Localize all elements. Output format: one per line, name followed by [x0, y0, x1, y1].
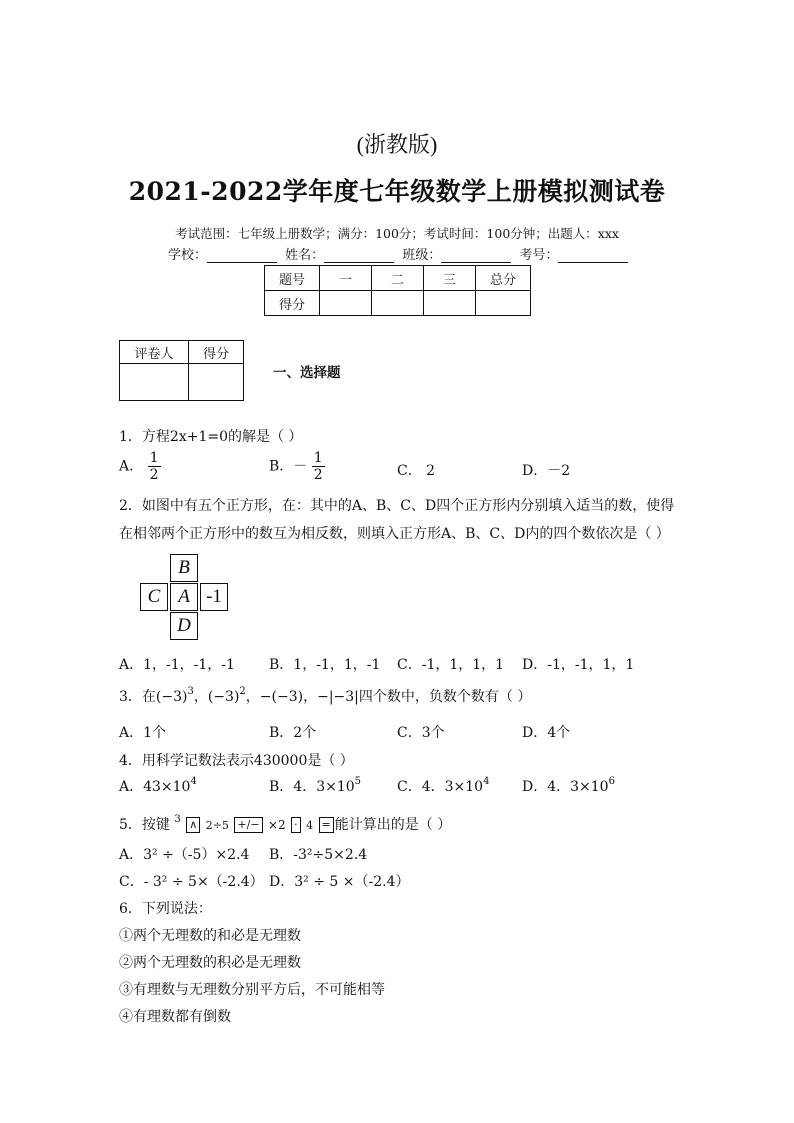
equals-key-icon: = [319, 817, 334, 833]
grid-square-d: D [170, 612, 198, 640]
name-label: 姓名： [285, 248, 325, 263]
q4-option-d: D．4．$3\times 10^6$ [522, 776, 615, 795]
exam-info: 考试范围：七年级上册数学；满分：100分；考试时间：100分钟；出题人：xxx [175, 226, 619, 241]
grid-square-a: A [170, 583, 198, 611]
grader-cell[interactable] [189, 364, 244, 401]
q4-option-b: B．4．$3\times 10^5$ [269, 776, 362, 795]
score-cell[interactable] [320, 291, 372, 316]
grader-table [119, 340, 244, 401]
q1-a-fraction: $\frac{1}{2}$ [149, 450, 159, 484]
q2-option-a: A．1，-1，-1，-1 [119, 657, 235, 673]
q1-stem: 1．方程2x+1=0的解是（ ） [119, 429, 303, 445]
q3-term-1: (−3) [155, 689, 188, 705]
score-header-cell: 二 [372, 266, 424, 291]
decimal-key-icon: · [291, 817, 301, 833]
score-header-cell: 一 [320, 266, 372, 291]
q6-statement-3: ③有理数与无理数分别平方后，不可能相等 [119, 982, 385, 998]
q3-option-b: B．2个 [269, 725, 317, 741]
score-table-header-row [265, 266, 531, 291]
score-table [264, 265, 531, 316]
q1-option-b: B．－ $\frac{1}{2}$ [269, 450, 323, 484]
q3-option-a: A．1个 [119, 725, 167, 741]
score-header-cell: 三 [424, 266, 476, 291]
q3-option-c: C．3个 [397, 725, 445, 741]
grid-square-right: -1 [200, 583, 228, 611]
score-table-row [265, 291, 531, 316]
caret-key-icon: ∧ [186, 817, 200, 833]
q1-option-d: D．－2 [522, 463, 571, 479]
number-blank[interactable] [558, 248, 628, 263]
grid-square-c: C [140, 583, 168, 611]
grader-cell[interactable] [120, 364, 189, 401]
q3-option-d: D．4个 [522, 725, 571, 741]
score-cell[interactable] [424, 291, 476, 316]
q1-b-fraction: $\frac{1}{2}$ [313, 450, 323, 484]
exam-title: 2021-2022学年度七年级数学上册模拟测试卷 [128, 177, 666, 206]
q5-option-b: B．-3²÷5×2.4 [269, 847, 368, 863]
q2-option-b: B．1，-1，1，-1 [269, 657, 381, 673]
grader-header-cell: 得分 [189, 341, 244, 364]
q4-option-c: C．4．$3\times 10^4$ [397, 776, 490, 795]
score-cell[interactable] [372, 291, 424, 316]
q5-option-a: A．3² ÷（-5）×2.4 [119, 847, 250, 863]
score-header-cell: 题号 [265, 266, 320, 291]
q4-option-a: A．$43\times 10^4$ [119, 776, 197, 795]
q1-option-c: C． 2 [397, 463, 436, 479]
grid-square-b: B [170, 554, 198, 582]
number-label: 考号： [519, 248, 559, 263]
q5-option-c: C．- 3² ÷ 5×（-2.4） [119, 874, 264, 890]
q2-stem-line1: 2．如图中有五个正方形，在：其中的A、B、C、D四个正方形内分别填入适当的数，使得 [119, 498, 675, 514]
name-blank[interactable] [324, 248, 394, 263]
q2-option-d: D．-1，-1，1，1 [522, 657, 635, 673]
score-row-label: 得分 [265, 291, 320, 316]
q6-statement-1: ①两个无理数的和必是无理数 [119, 928, 301, 944]
grader-header-cell: 评卷人 [120, 341, 189, 364]
sign-key-icon: +/− [234, 817, 262, 833]
q2-option-c: C．-1，1，1，1 [397, 657, 505, 673]
edition-label: (浙教版) [356, 132, 438, 157]
q2-stem-line2: 在相邻两个正方形中的数互为相反数，则填入正方形A、B、C、D内的四个数依次是（ ） [119, 526, 670, 542]
class-label: 班级： [402, 248, 442, 263]
section-title: 一、选择题 [273, 365, 341, 381]
q4-stem: 4．用科学记数法表示430000是（ ） [119, 753, 354, 769]
score-cell[interactable] [476, 291, 531, 316]
school-blank[interactable] [207, 248, 277, 263]
score-header-cell: 总分 [476, 266, 531, 291]
class-blank[interactable] [441, 248, 511, 263]
q5-stem: 5．按键 $^3$ ∧ 2÷5 +/− ×2 · 4 = 能计算出的是（ ） [119, 814, 452, 833]
q6-statement-4: ④有理数都有倒数 [119, 1009, 231, 1025]
school-label: 学校： [168, 248, 208, 263]
student-info-fields [168, 244, 628, 263]
q5-option-d: D．3² ÷ 5 ×（-2.4） [269, 874, 410, 890]
q3-stem: 3．在$(-3)^3$，$(-3)^2$，−(−3)，−|−3|四个数中，负数个数有（ ） [119, 686, 532, 705]
q6-statement-2: ②两个无理数的积必是无理数 [119, 955, 301, 971]
q6-stem: 6．下列说法： [119, 901, 212, 917]
q3-term-2: (−3) [207, 689, 240, 705]
q1-option-a: A． $\frac{1}{2}$ [119, 450, 159, 484]
